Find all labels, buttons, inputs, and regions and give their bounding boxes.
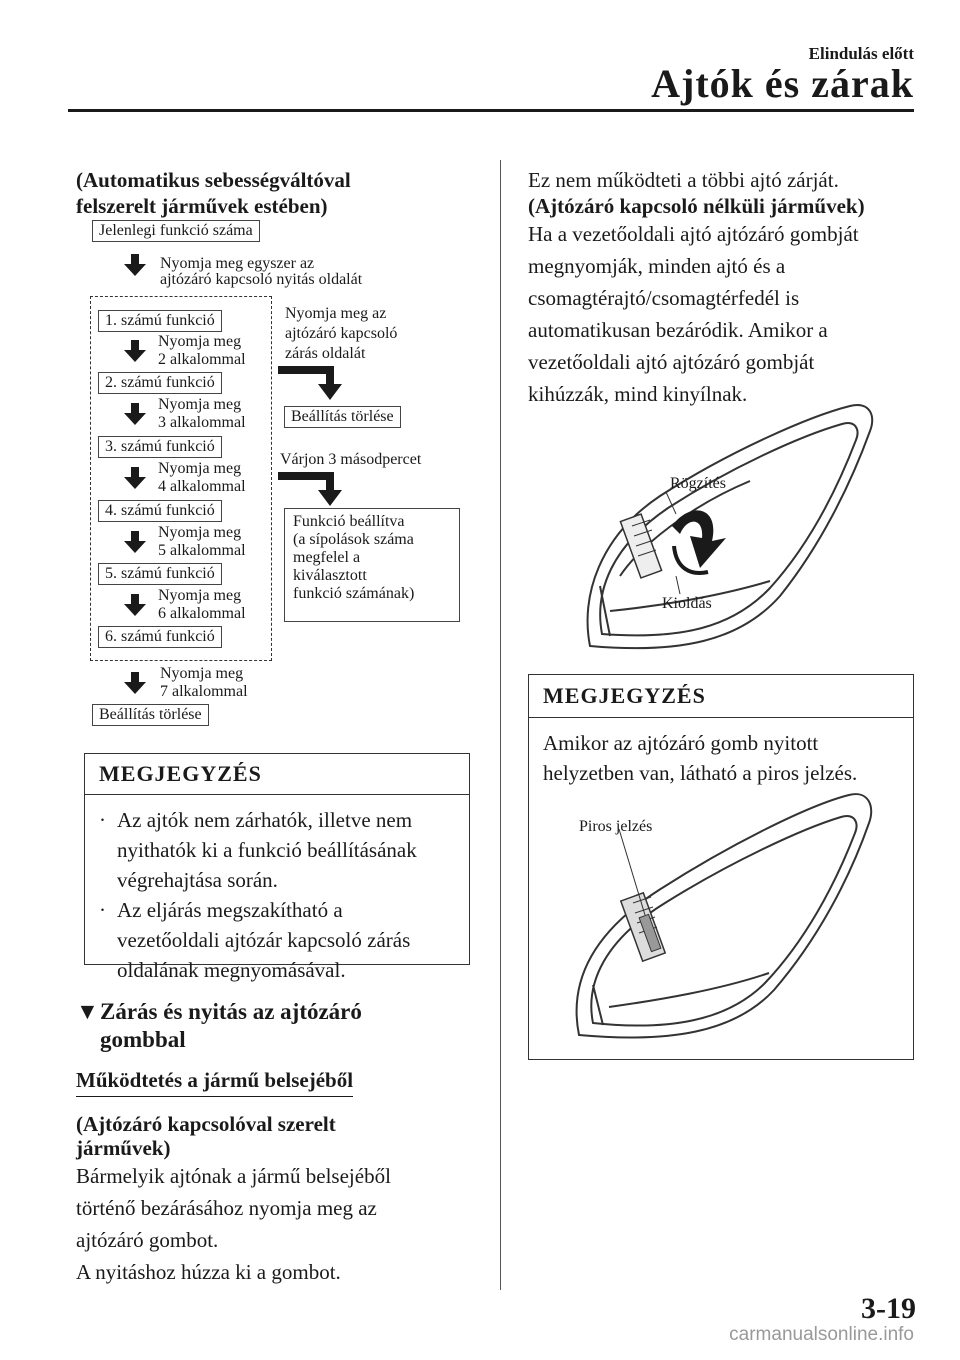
note-line: Az eljárás megszakítható a	[117, 898, 343, 922]
paragraph-line: ajtózáró gombot.	[76, 1228, 219, 1252]
paragraph-line: A nyitáshoz húzza ki a gombot.	[76, 1260, 341, 1284]
note-line: végrehajtása során.	[117, 868, 278, 892]
right-paragraph-2	[528, 218, 859, 410]
press-count: 6 alkalommal	[158, 605, 246, 622]
function-1-box: 1. számú funkció	[98, 310, 222, 332]
door-lock-figure	[580, 396, 880, 656]
current-function-box: Jelenlegi funkció száma	[92, 220, 260, 242]
vehicle-type-heading-2: járművek)	[76, 1136, 171, 1160]
left-paragraph	[76, 1160, 391, 1288]
press-label: Nyomja meg	[158, 524, 242, 541]
press-label: Nyomja meg	[158, 396, 242, 413]
note-bullet	[99, 895, 455, 985]
paragraph-line: automatikusan bezáródik. Amikor a	[528, 318, 828, 342]
no-switch-heading: (Ajtózáró kapcsoló nélküli járművek)	[528, 194, 865, 218]
down-arrow-icon	[124, 672, 146, 694]
press-label: Nyomja meg	[158, 460, 242, 477]
section-title: Elindulás előtt	[808, 44, 914, 63]
bent-arrow-icon	[278, 366, 358, 400]
function-3-box: 3. számú funkció	[98, 436, 222, 458]
close-side-label-2: ajtózáró kapcsoló	[285, 325, 398, 342]
down-arrow-icon	[124, 340, 146, 362]
bent-arrow-icon	[278, 472, 358, 506]
press-once-label-2: ajtózáró kapcsoló nyitás oldalát	[160, 271, 363, 288]
press-once-label-1: Nyomja meg egyszer az	[160, 255, 315, 272]
section-title-line-1: Zárás és nyitás az ajtózáró	[100, 999, 362, 1024]
page-number: 3-19	[861, 1292, 916, 1325]
function-2-box: 2. számú funkció	[98, 372, 222, 394]
function-set-line: megfelel a	[293, 549, 361, 566]
down-arrow-icon	[124, 467, 146, 489]
note-title: MEGJEGYZÉS	[529, 675, 913, 718]
left-heading-2: felszerelt járművek estében)	[76, 194, 328, 218]
function-set-line: Funkció beállítva	[293, 513, 405, 530]
press-count: 4 alkalommal	[158, 478, 246, 495]
press-count: 2 alkalommal	[158, 351, 246, 368]
down-arrow-icon	[124, 594, 146, 616]
paragraph-line: csomagtérajtó/csomagtérfedél is	[528, 286, 800, 310]
down-arrow-icon	[124, 254, 146, 276]
lock-label: Rögzítés	[670, 475, 726, 492]
bullet-dot-icon: ·	[99, 808, 106, 832]
paragraph-line: Bármelyik ajtónak a jármű belsejéből	[76, 1164, 391, 1188]
left-heading-1: (Automatikus sebességváltóval	[76, 168, 351, 192]
down-arrow-icon	[124, 531, 146, 553]
function-set-line: (a sípolások száma	[293, 531, 414, 548]
function-6-box: 6. számú funkció	[98, 626, 222, 648]
footer-watermark: carmanualsonline.info	[729, 1324, 914, 1345]
press-label: Nyomja meg	[158, 587, 242, 604]
function-set-line: funkció számának)	[293, 585, 415, 602]
function-5-box: 5. számú funkció	[98, 563, 222, 585]
note-line: oldalának megnyomásával.	[117, 958, 346, 982]
close-side-label-1: Nyomja meg az	[285, 305, 387, 322]
press-count: 5 alkalommal	[158, 542, 246, 559]
note-title: MEGJEGYZÉS	[85, 754, 469, 795]
press-label: Nyomja meg	[160, 665, 244, 682]
paragraph-line: történő bezárásához nyomja meg az	[76, 1196, 377, 1220]
section-title-line-2: gombbal	[100, 1027, 186, 1052]
note-box-left	[84, 753, 470, 982]
reset-box-bottom: Beállítás törlése	[92, 704, 209, 726]
press-count: 7 alkalommal	[160, 683, 248, 700]
press-label: Nyomja meg	[158, 333, 242, 350]
paragraph-line: vezetőoldali ajtó ajtózáró gombját	[528, 350, 815, 374]
paragraph-line: kihúzzák, mind kinyílnak.	[528, 382, 748, 406]
subsection-heading: Működtetés a jármű belsejéből	[76, 1068, 353, 1097]
close-side-label-3: zárás oldalát	[285, 345, 366, 362]
note-line: helyzetben van, látható a piros jelzés.	[543, 761, 858, 785]
down-arrow-icon	[124, 403, 146, 425]
unlock-label: Kioldás	[662, 595, 712, 612]
note-line: Az ajtók nem zárhatók, illetve nem	[117, 808, 413, 832]
paragraph-line: megnyomják, minden ajtó és a	[528, 254, 786, 278]
note-line: nyithatók ki a funkció beállításának	[117, 838, 417, 862]
function-set-line: kiválasztott	[293, 567, 367, 584]
right-paragraph-1: Ez nem működteti a többi ajtó zárját.	[528, 168, 839, 192]
paragraph-line: Ha a vezetőoldali ajtó ajtózáró gombját	[528, 222, 859, 246]
note-bullet	[99, 805, 455, 895]
note-body	[85, 795, 469, 995]
bullet-dot-icon: ·	[99, 898, 106, 922]
vehicle-type-heading-1: (Ajtózáró kapcsolóval szerelt	[76, 1112, 336, 1136]
reset-box-right: Beállítás törlése	[284, 406, 401, 428]
note-box-right	[528, 674, 914, 1060]
press-count: 3 alkalommal	[158, 414, 246, 431]
page-title: Ajtók és zárak	[651, 61, 914, 106]
function-set-box	[284, 508, 460, 622]
wait-label: Várjon 3 másodpercet	[280, 451, 422, 468]
red-mark-label: Piros jelzés	[579, 818, 653, 835]
function-4-box: 4. számú funkció	[98, 500, 222, 522]
triangle-marker-icon: ▼	[76, 999, 99, 1024]
note-line: Amikor az ajtózáró gomb nyitott	[543, 731, 819, 755]
note-line: vezetőoldali ajtózár kapcsoló zárás	[117, 928, 411, 952]
function-diagram	[0, 0, 500, 740]
column-divider	[500, 160, 501, 1290]
